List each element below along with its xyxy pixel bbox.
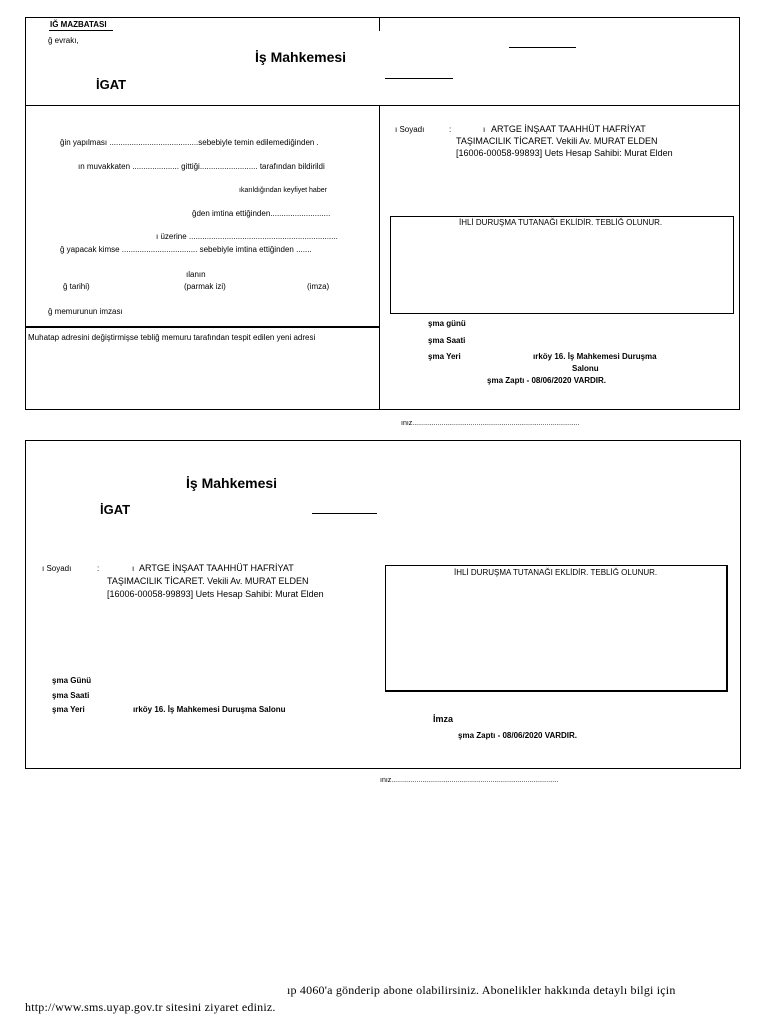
bottom-igat-heading: İGAT <box>100 502 131 517</box>
court-title: İş Mahkemesi <box>255 49 347 65</box>
bottom-notice-text: İHLİ DURUŞMA TUTANAĞI EKLİDİR. TEBLİĞ OLUNUR. <box>454 568 658 577</box>
bottom-hearing-record: şma Zaptı - 08/06/2020 VARDIR. <box>458 731 578 740</box>
top-form-band-line <box>25 105 740 106</box>
hearing-day-label: şma günü <box>428 319 466 328</box>
bottom-form-border-bottom <box>25 768 741 769</box>
bottom-notice-box <box>385 565 728 692</box>
reason-line-2: ın muvakkaten ..................... gittiği.......................... tarafından bildirildi <box>78 162 325 171</box>
reason-line-5: ı üzerine ................................................................... <box>156 232 338 241</box>
recipient-prefix: ı <box>483 125 486 134</box>
officer-signature-label: ğ memurunun imzası <box>48 307 123 316</box>
reason-line-7: ılanın <box>186 270 206 279</box>
hearing-place-value-2: Salonu <box>572 364 599 373</box>
bottom-blank-line <box>312 513 377 514</box>
header-underline <box>49 30 113 31</box>
bottom-signature-label: İmza <box>433 714 454 724</box>
fingerprint-label: (parmak izi) <box>184 282 226 291</box>
igat-heading: İGAT <box>96 77 127 92</box>
top-form-divider-lower <box>379 105 380 410</box>
muhatap-separator <box>25 326 379 328</box>
bottom-recipient-colon: : <box>97 564 100 573</box>
bottom-recipient-label: ı Soyadı <box>42 564 72 573</box>
footer-line-1: ıp 4060'a gönderip abone olabilirsiniz. Abonelikler hakkında detaylı bilgi için <box>287 983 676 997</box>
hearing-place-value-1: ırköy 16. İş Mahkemesi Duruşma <box>533 352 657 361</box>
top-footer-dots: ınız...................................................................................... <box>401 420 580 427</box>
top-form-divider-upper <box>379 17 380 31</box>
reason-line-4: ğden imtina ettiğinden........................... <box>192 209 331 218</box>
notice-text: İHLİ DURUŞMA TUTANAĞI EKLİDİR. TEBLİĞ OLUNUR. <box>459 218 663 227</box>
evraki-text: ğ evrakı, <box>48 36 79 45</box>
bottom-hearing-place-value: ırköy 16. İş Mahkemesi Duruşma Salonu <box>133 705 286 714</box>
hearing-time-label: şma Saati <box>428 336 466 345</box>
recipient-line-1: ARTGE İNŞAAT TAAHHÜT HAFRİYAT <box>491 124 646 134</box>
bottom-recipient-line-1: ARTGE İNŞAAT TAAHHÜT HAFRİYAT <box>139 563 294 573</box>
top-form-border-top <box>25 17 740 18</box>
bottom-form-border-right <box>740 440 741 769</box>
bottom-hearing-time-label: şma Saati <box>52 691 90 700</box>
bottom-recipient-line-2: TAŞIMACILIK TİCARET. Vekili Av. MURAT ELDEN <box>107 576 309 586</box>
form-header-label: IĞ MAZBATASI <box>50 20 107 29</box>
date-label: ğ tarihi) <box>63 282 90 291</box>
top-blank-line-2 <box>385 78 453 79</box>
reason-line-1: ğin yapılması ........................................sebebiyle temin edilemediğinden . <box>60 138 319 147</box>
bottom-hearing-place-label: şma Yeri <box>52 705 85 714</box>
top-blank-line-1 <box>509 47 576 48</box>
reason-line-6: ğ yapacak kimse .................................. sebebiyle imtina ettiğinden ....... <box>60 245 312 254</box>
recipient-line-3: [16006-00058-99893] Uets Hesap Sahibi: Murat Elden <box>456 148 673 158</box>
hearing-place-label: şma Yeri <box>428 352 461 361</box>
bottom-recipient-line-3: [16006-00058-99893] Uets Hesap Sahibi: Murat Elden <box>107 589 324 599</box>
top-form-border-right <box>739 17 740 410</box>
bottom-hearing-day-label: şma Günü <box>52 676 92 685</box>
recipient-line-2: TAŞIMACILIK TİCARET. Vekili Av. MURAT ELDEN <box>456 136 658 146</box>
muhatap-note: Muhatap adresini değiştirmişse tebliğ memuru tarafından tespit edilen yeni adresi <box>28 333 316 342</box>
bottom-footer-dots: ınız...................................................................................... <box>380 777 559 784</box>
recipient-label: ı Soyadı <box>395 125 425 134</box>
bottom-form-border-left <box>25 440 26 769</box>
signature-label: (imza) <box>307 282 330 291</box>
top-form-border-left <box>25 17 26 410</box>
bottom-court-title: İş Mahkemesi <box>186 475 278 491</box>
hearing-record: şma Zaptı - 08/06/2020 VARDIR. <box>487 376 607 385</box>
recipient-colon: : <box>449 125 452 134</box>
bottom-form-border-top <box>25 440 741 441</box>
top-form-border-bottom <box>25 409 740 410</box>
bottom-recipient-prefix: ı <box>132 564 135 573</box>
reason-line-3: ıkarıldığından keyfiyet haber <box>239 187 327 194</box>
footer-line-2: http://www.sms.uyap.gov.tr sitesini ziyaret ediniz. <box>25 1000 276 1014</box>
notice-box <box>390 216 734 314</box>
